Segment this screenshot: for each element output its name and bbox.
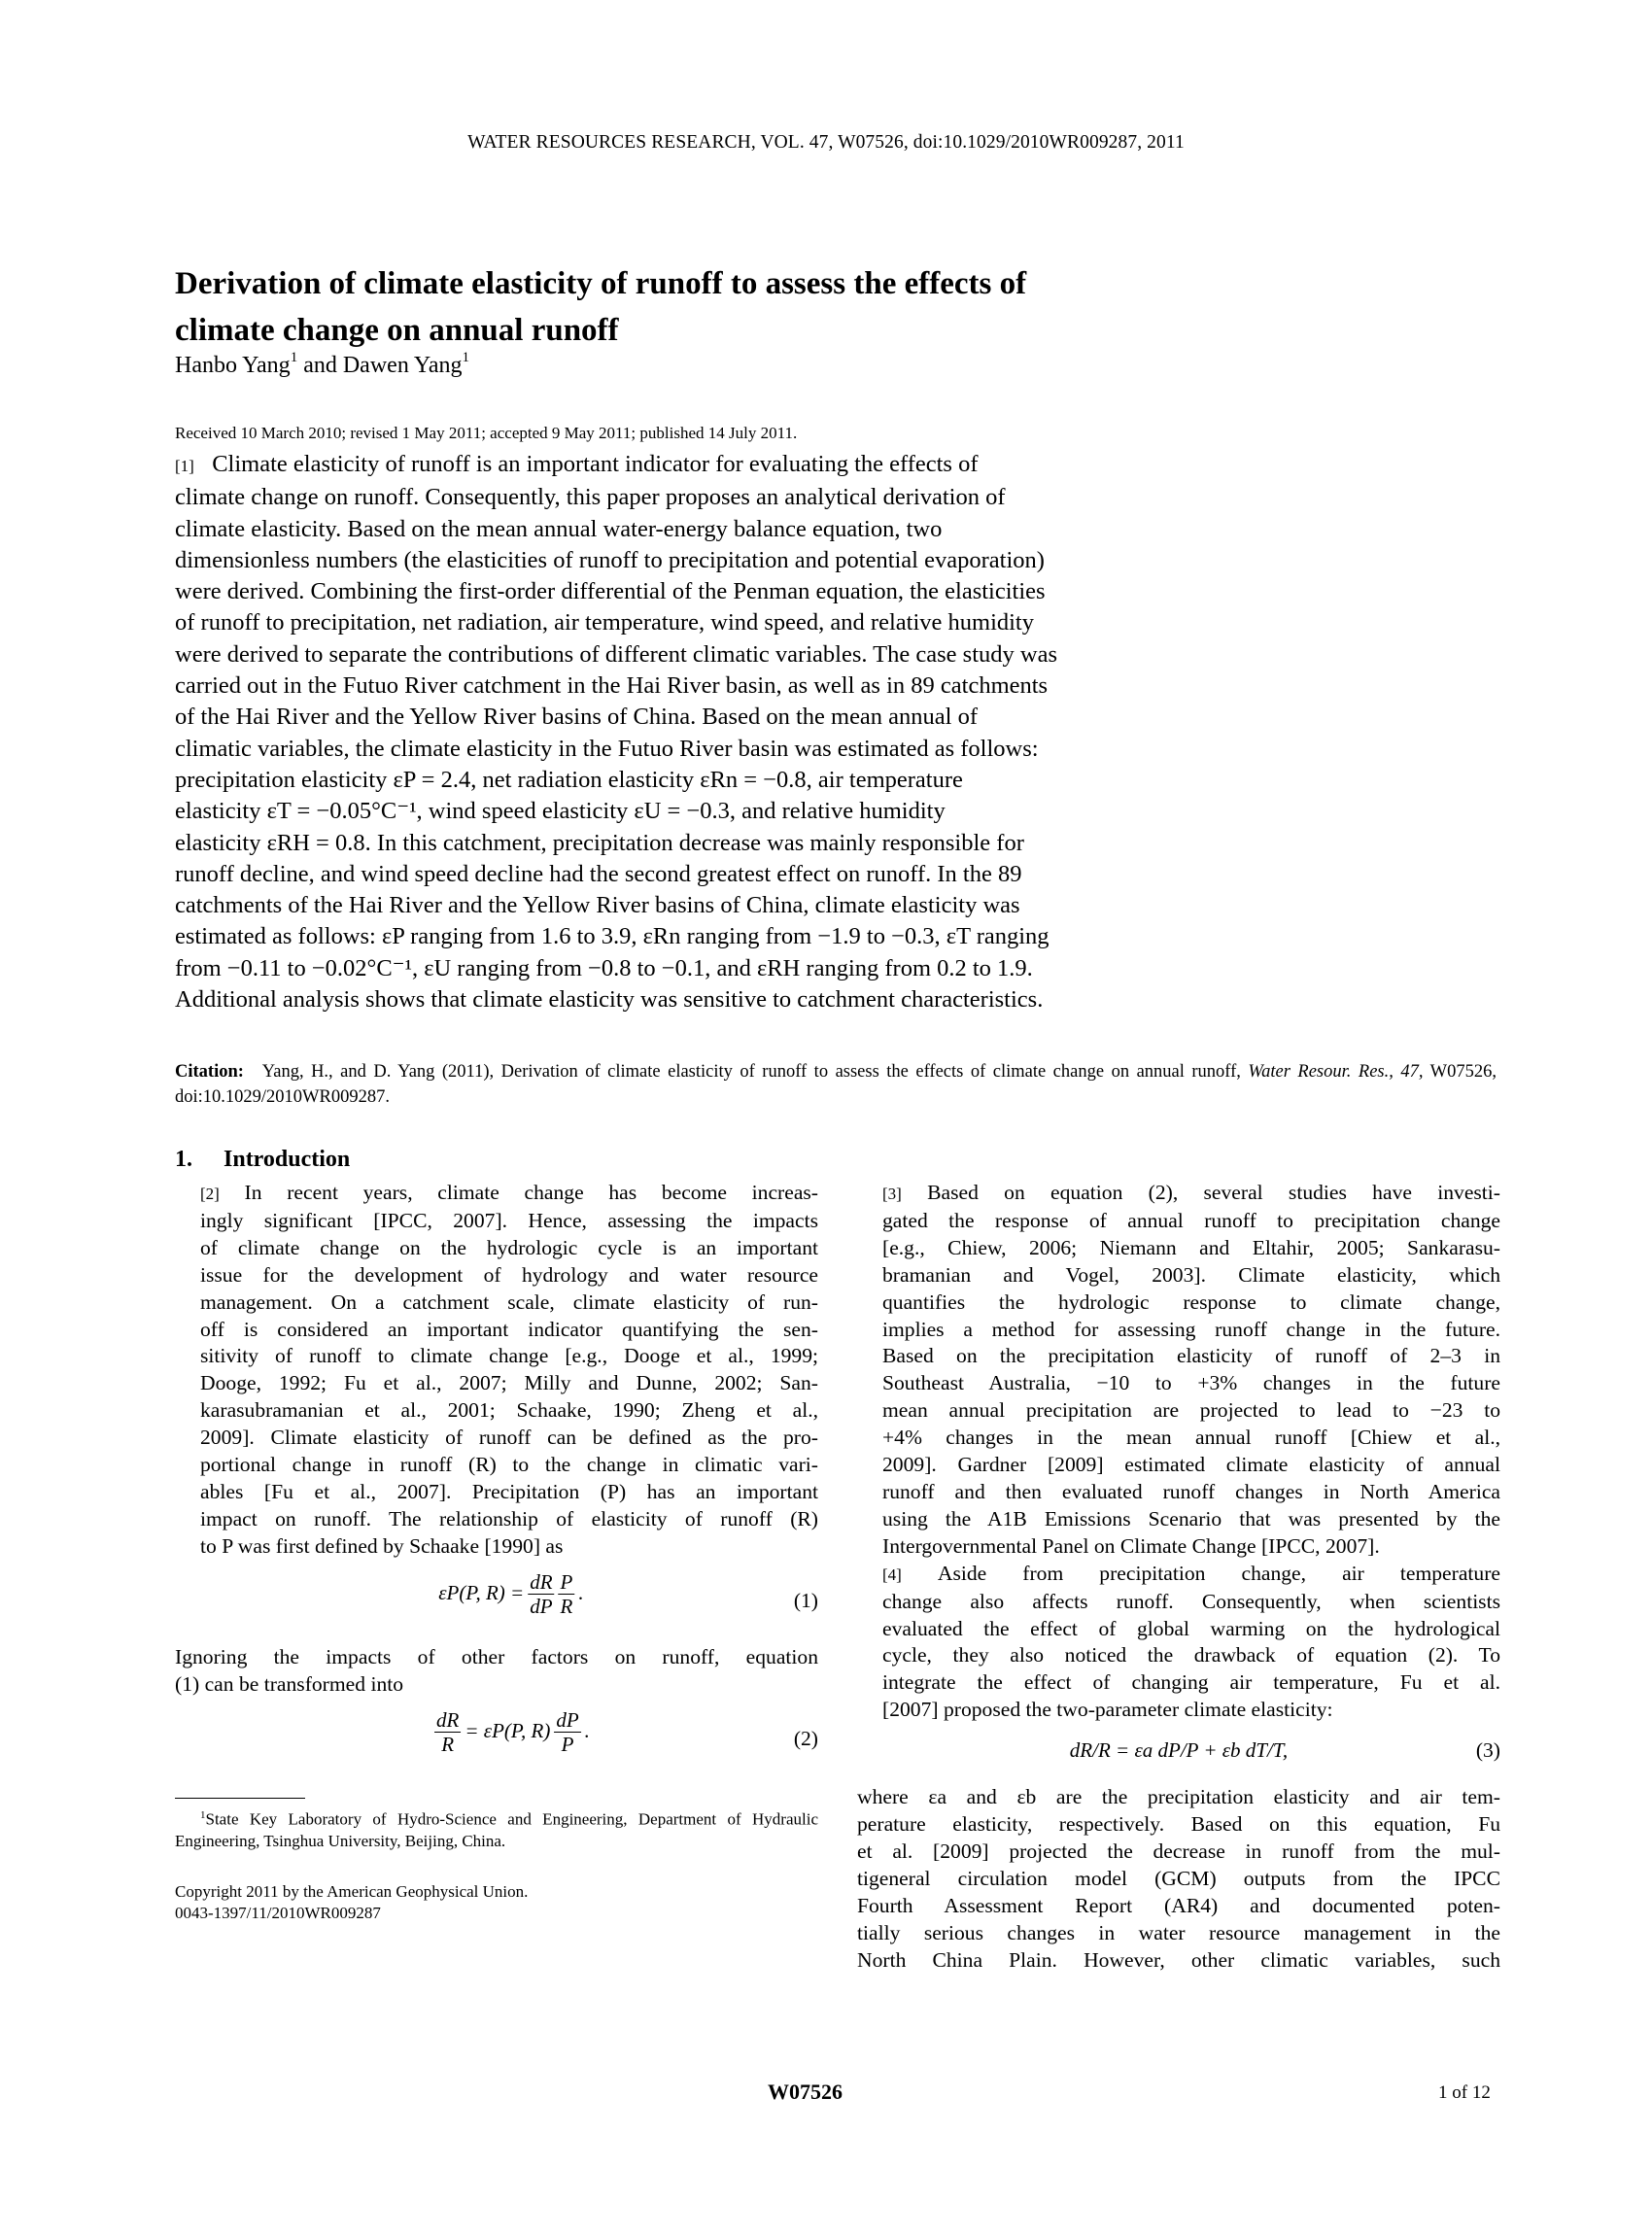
para-line: 2009]. Climate elasticity of runoff can be defined as the pro- <box>200 1426 818 1450</box>
citation-text: Yang, H., and D. Yang (2011), Derivation of climate elasticity of runoff to assess the effects of climate change on annual runoff, <box>261 1062 1241 1082</box>
eq-lhs: εP(P, R) = <box>438 1581 525 1605</box>
abstract-line: from −0.11 to −0.02°C⁻¹, εU ranging from −0.8 to −0.1, and εRH ranging from 0.2 to 1.9. <box>175 954 1033 981</box>
fraction <box>434 1708 461 1756</box>
equation-1 <box>175 1561 818 1644</box>
abstract-line: elasticity εRH = 0.8. In this catchment, precipitation decrease was mainly responsible for <box>175 829 1024 856</box>
abstract-line-0 <box>175 449 1273 482</box>
copyright-block <box>175 1881 818 1924</box>
numerator: dR <box>530 1569 553 1594</box>
denominator: dP <box>530 1594 553 1618</box>
numerator: P <box>560 1569 573 1594</box>
para-line: evaluated the effect of global warming on the hydrological <box>882 1616 1500 1640</box>
para-line: sitivity of runoff to climate change [e.g., Dooge et al., 1999; <box>200 1344 818 1368</box>
abstract-line: climate elasticity. Based on the mean annual water-energy balance equation, two <box>175 515 943 542</box>
abstract-line: of runoff to precipitation, net radiation, air temperature, wind speed, and relative humidity <box>175 609 1034 636</box>
section-title: Introduction <box>224 1147 351 1172</box>
abstract-line: of the Hai River and the Yellow River basins of China. Based on the mean annual of <box>175 704 979 731</box>
author-list <box>175 352 469 379</box>
denominator: P <box>561 1732 574 1756</box>
paragraph-number: [2] <box>200 1185 220 1203</box>
fraction <box>559 1570 575 1618</box>
para-line: Fourth Assessment Report (AR4) and documented poten- <box>857 1893 1500 1917</box>
para-line: using the A1B Emissions Scenario that was presented by the <box>882 1506 1500 1530</box>
paragraph-continuation <box>857 1784 1500 1974</box>
equation-body <box>1070 1737 1288 1765</box>
fraction <box>554 1708 580 1756</box>
footnote-divider <box>175 1798 305 1800</box>
para-line: implies a method for assessing runoff change in the future. <box>882 1317 1500 1341</box>
para-text: In recent years, climate change has become increas- <box>244 1181 818 1204</box>
para-line: Based on the precipitation elasticity of runoff of 2–3 in <box>882 1344 1500 1368</box>
paragraph-number: [1] <box>175 457 194 475</box>
footnote-mark: 1 <box>200 1809 206 1821</box>
paragraph-2 <box>175 1180 818 1561</box>
author-joiner: and <box>303 353 337 378</box>
abstract-line: were derived. Combining the first-order differential of the Penman equation, the elasticities <box>175 578 1046 605</box>
para-line: to P was first defined by Schaake [1990] as <box>200 1533 564 1558</box>
para-line: runoff and then evaluated runoff changes in North America <box>882 1479 1500 1503</box>
para-line: of climate change on the hydrologic cycle is an important <box>200 1235 818 1259</box>
column-spacer <box>857 1147 1500 1180</box>
abstract-text: Climate elasticity of runoff is an important indicator for evaluating the effects of <box>212 451 979 477</box>
footnote-affiliation <box>175 1805 818 1852</box>
publication-dates: Received 10 March 2010; revised 1 May 2011; accepted 9 May 2011; published 14 July 2011. <box>175 424 798 442</box>
paper-title <box>175 260 1244 354</box>
para-line: tigeneral circulation model (GCM) outputs from the IPCC <box>857 1866 1500 1890</box>
para-line <box>857 1561 1500 1589</box>
eq-text: dR/R = εa dP/P + εb dT/T, <box>1069 1738 1289 1763</box>
equation-number: (3) <box>1475 1738 1500 1763</box>
footnote-text: State Key Laboratory of Hydro-Science and Engineering, Department of Hydraulic Engineering, Tsinghua University, Beijing, China. <box>175 1809 818 1850</box>
para-line: change also affects runoff. Consequently, when scientists <box>882 1589 1500 1613</box>
abstract-line: climate change on runoff. Consequently, this paper proposes an analytical derivation of <box>175 484 1006 511</box>
eq-mid: = εP(P, R) <box>465 1719 551 1743</box>
fraction <box>528 1570 554 1618</box>
running-head: WATER RESOURCES RESEARCH, VOL. 47, W07526, doi:10.1029/2010WR009287, 2011 <box>467 132 1185 153</box>
footer-page-number: 1 of 12 <box>1438 2082 1491 2103</box>
para-line: ingly significant [IPCC, 2007]. Hence, assessing the impacts <box>200 1208 818 1232</box>
numerator: dR <box>436 1707 460 1732</box>
para-line: quantifies the hydrologic response to climate change, <box>882 1289 1500 1314</box>
para-line <box>857 1180 1500 1208</box>
citation-journal: Water Resour. Res., 47, <box>1248 1062 1424 1082</box>
para-text: Based on equation (2), several studies have investi- <box>927 1181 1500 1204</box>
affiliation-mark: 1 <box>462 350 470 365</box>
abstract-line: climatic variables, the climate elasticity in the Futuo River basin was estimated as follows: <box>175 735 1039 762</box>
para-line: 2009]. Gardner [2009] estimated climate elasticity of annual <box>882 1453 1500 1477</box>
equation-3 <box>857 1724 1500 1784</box>
abstract <box>175 449 1273 1015</box>
section-heading <box>175 1147 818 1176</box>
para-line: gated the response of annual runoff to precipitation change <box>882 1208 1500 1232</box>
para-line: Ignoring the impacts of other factors on runoff, equation <box>175 1644 818 1668</box>
para-line: (1) can be transformed into <box>175 1671 404 1696</box>
para-line: mean annual precipitation are projected to lead to −23 to <box>882 1398 1500 1423</box>
eq-tail: . <box>584 1719 590 1743</box>
title-line: Derivation of climate elasticity of runoff to assess the effects of <box>175 266 1027 301</box>
denominator: R <box>560 1594 573 1618</box>
citation-label: Citation: <box>175 1062 244 1082</box>
para-line: tially serious changes in water resource management in the <box>857 1920 1500 1944</box>
eq-tail: . <box>578 1581 584 1605</box>
abstract-line: runoff decline, and wind speed decline had the second greatest effect on runoff. In the 89 <box>175 860 1022 887</box>
para-line: North China Plain. However, other climatic variables, such <box>857 1947 1500 1972</box>
right-column <box>857 1147 1500 1974</box>
para-text: Aside from precipitation change, air temperature <box>937 1561 1500 1585</box>
para-line: Dooge, 1992; Fu et al., 2007; Milly and Dunne, 2002; San- <box>200 1371 818 1395</box>
paragraph-number: [3] <box>882 1185 902 1203</box>
para-line: off is considered an important indicator quantifying the sen- <box>200 1317 818 1341</box>
para-line: perature elasticity, respectively. Based on this equation, Fu <box>857 1812 1500 1837</box>
abstract-line: dimensionless numbers (the elasticities of runoff to precipitation and potential evaporation) <box>175 546 1045 573</box>
abstract-line: carried out in the Futuo River catchment in the Hai River basin, as well as in 89 catchments <box>175 672 1049 700</box>
para-line: bramanian and Vogel, 2003]. Climate elasticity, which <box>882 1262 1500 1287</box>
para-line: karasubramanian et al., 2001; Schaake, 1990; Zheng et al., <box>200 1398 818 1423</box>
para-line: +4% changes in the mean annual runoff [Chiew et al., <box>882 1426 1500 1450</box>
footer-article-id: W07526 <box>768 2080 843 2104</box>
para-line <box>175 1180 818 1208</box>
equation-2 <box>175 1699 818 1782</box>
copyright-line: Copyright 2011 by the American Geophysical Union. <box>175 1881 529 1901</box>
abstract-line: estimated as follows: εP ranging from 1.6 to 3.9, εRn ranging from −1.9 to −0.3, εT ranging <box>175 923 1050 950</box>
citation-doi: W07526, doi:10.1029/2010WR009287. <box>175 1062 1497 1107</box>
paragraph-3 <box>857 1180 1500 1561</box>
equation-number: (2) <box>793 1726 818 1750</box>
abstract-line: elasticity εT = −0.05°C⁻¹, wind speed elasticity εU = −0.3, and relative humidity <box>175 798 946 825</box>
para-line: management. On a catchment scale, climate elasticity of run- <box>200 1289 818 1314</box>
left-column <box>175 1147 818 1924</box>
section-number: 1. <box>175 1147 192 1172</box>
paragraph-4 <box>857 1561 1500 1724</box>
issn-line: 0043-1397/11/2010WR009287 <box>175 1903 381 1922</box>
paragraph-continuation <box>175 1644 818 1699</box>
abstract-line: Additional analysis shows that climate elasticity was sensitive to catchment characteristics. <box>175 986 1044 1014</box>
para-line: ables [Fu et al., 2007]. Precipitation (P) has an important <box>200 1479 818 1503</box>
para-line: impact on runoff. The relationship of elasticity of runoff (R) <box>200 1506 818 1530</box>
para-line: integrate the effect of changing air temperature, Fu et al. <box>882 1670 1500 1695</box>
para-line: [2007] proposed the two-parameter climate elasticity: <box>882 1698 1333 1722</box>
author-name: Hanbo Yang <box>175 353 291 378</box>
title-line: climate change on annual runoff <box>175 313 619 348</box>
para-line: Southeast Australia, −10 to +3% changes in the future <box>882 1371 1500 1395</box>
abstract-line: catchments of the Hai River and the Yellow River basins of China, climate elasticity was <box>175 892 1020 919</box>
abstract-line: precipitation elasticity εP = 2.4, net radiation elasticity εRn = −0.8, air temperature <box>175 766 963 793</box>
affiliation-mark: 1 <box>290 350 298 365</box>
author-name: Dawen Yang <box>342 353 463 378</box>
para-line: cycle, they also noticed the drawback of equation (2). To <box>882 1643 1500 1668</box>
numerator: dP <box>556 1707 579 1732</box>
para-line: et al. [2009] projected the decrease in runoff from the mul- <box>857 1839 1500 1863</box>
para-line: Intergovernmental Panel on Climate Change [IPCC, 2007]. <box>882 1533 1380 1558</box>
equation-body <box>438 1570 583 1618</box>
denominator: R <box>441 1732 455 1756</box>
equation-number: (1) <box>793 1588 818 1612</box>
abstract-line: were derived to separate the contributions of different climatic variables. The case study was <box>175 640 1057 668</box>
para-line: where εa and εb are the precipitation elasticity and air tem- <box>857 1785 1500 1809</box>
para-line: [e.g., Chiew, 2006; Niemann and Eltahir, 2005; Sankarasu- <box>882 1235 1500 1259</box>
para-line: portional change in runoff (R) to the change in climatic vari- <box>200 1453 818 1477</box>
paragraph-number: [4] <box>882 1564 902 1584</box>
para-line: issue for the development of hydrology and water resource <box>200 1262 818 1287</box>
citation <box>175 1059 1497 1110</box>
equation-body <box>434 1708 590 1756</box>
